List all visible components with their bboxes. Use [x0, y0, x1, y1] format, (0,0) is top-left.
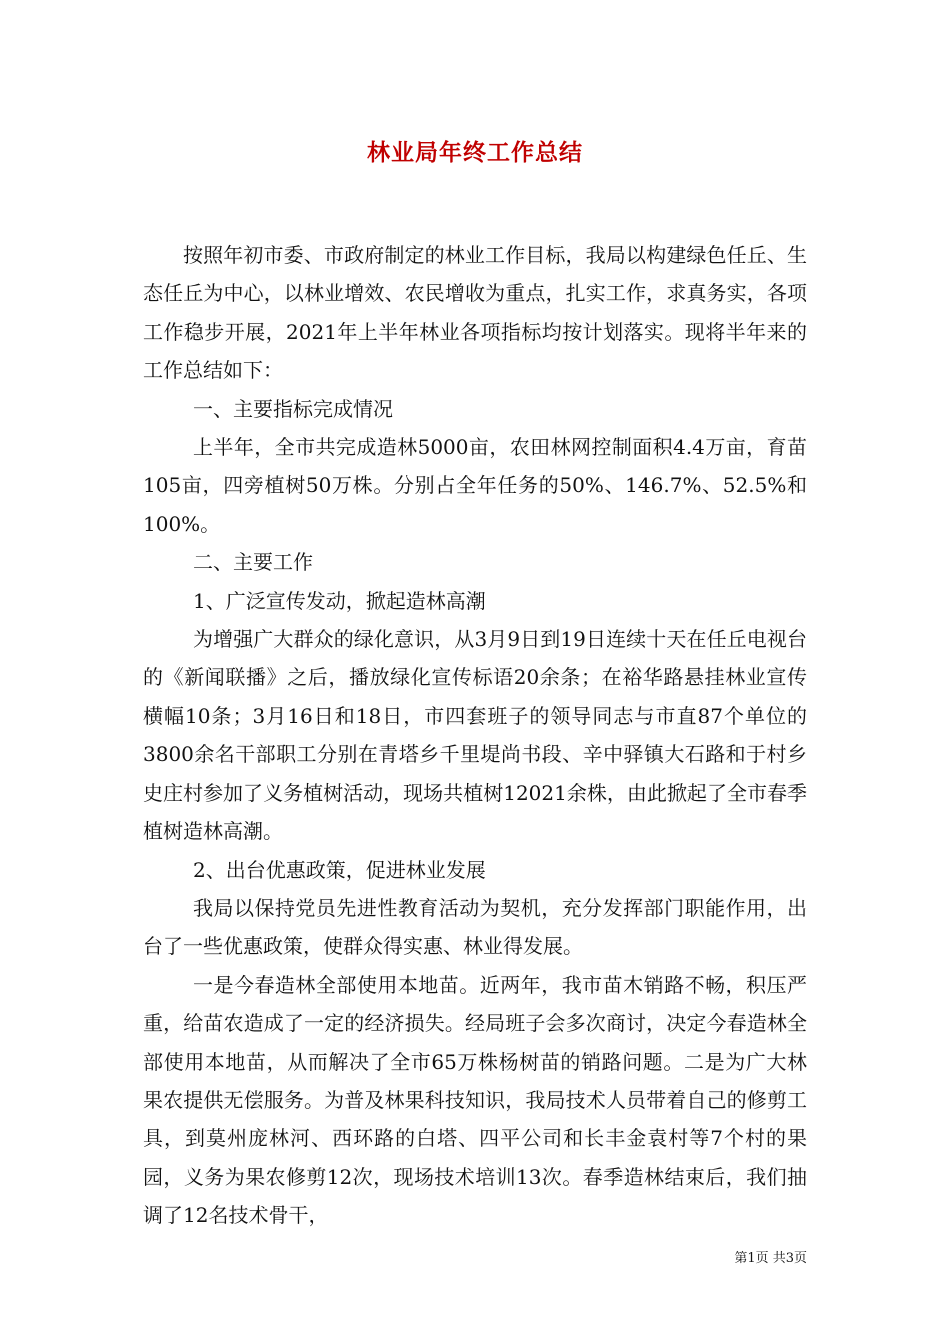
indicators-paragraph: 上半年，全市共完成造林5000亩，农田林网控制面积4.4万亩，育苗105亩，四旁植树50万株。分别占全年任务的50%、146.7%、52.5%和100%。 — [143, 435, 807, 536]
document-body — [143, 236, 807, 1235]
subsection-heading-1: 1、广泛宣传发动，掀起造林高潮 — [193, 588, 486, 613]
measures-paragraph: 一是今春造林全部使用本地苗。近两年，我市苗木销路不畅，积压严重，给苗农造成了一定的经济损失。经局班子会多次商讨，决定今春造林全部使用本地苗，从而解决了全市65万株杨树苗的销路问题。二是为广大林果农提供无偿服务。为普及林果科技知识，我局技术人员带着自己的修剪工具，到莫州庞林河、西环路的白塔、四平公司和长丰金袁村等7个村的果园，义务为果农修剪12次，现场技术培训13次。春季造林结束后，我们抽调了12名技术骨干， — [143, 972, 807, 1228]
document-title: 林业局年终工作总结 — [367, 139, 583, 166]
section-heading-2: 二、主要工作 — [193, 550, 313, 575]
policy-paragraph: 我局以保持党员先进性教育活动为契机，充分发挥部门职能作用，出台了一些优惠政策，使群众得实惠、林业得发展。 — [143, 895, 807, 959]
intro-paragraph: 按照年初市委、市政府制定的林业工作目标，我局以构建绿色任丘、生态任丘为中心，以林业增效、农民增收为重点，扎实工作，求真务实，各项工作稳步开展，2021年上半年林业各项指标均按计划落实。现将半年来的工作总结如下： — [143, 243, 807, 383]
publicity-paragraph: 为增强广大群众的绿化意识，从3月9日到19日连续十天在任丘电视台的《新闻联播》之后，播放绿化宣传标语20余条；在裕华路悬挂林业宣传横幅10条；3月16日和18日，市四套班子的领导同志与市直87个单位的3800余名干部职工分别在青塔乡千里堤尚书段、辛中驿镇大石路和于村乡史庄村参加了义务植树活动，现场共植树12021余株，由此掀起了全市春季植树造林高潮。 — [143, 627, 807, 844]
page-number: 第1页 共3页 — [734, 1251, 807, 1266]
section-heading-1: 一、主要指标完成情况 — [193, 396, 393, 421]
subsection-heading-2: 2、出台优惠政策，促进林业发展 — [193, 857, 486, 882]
